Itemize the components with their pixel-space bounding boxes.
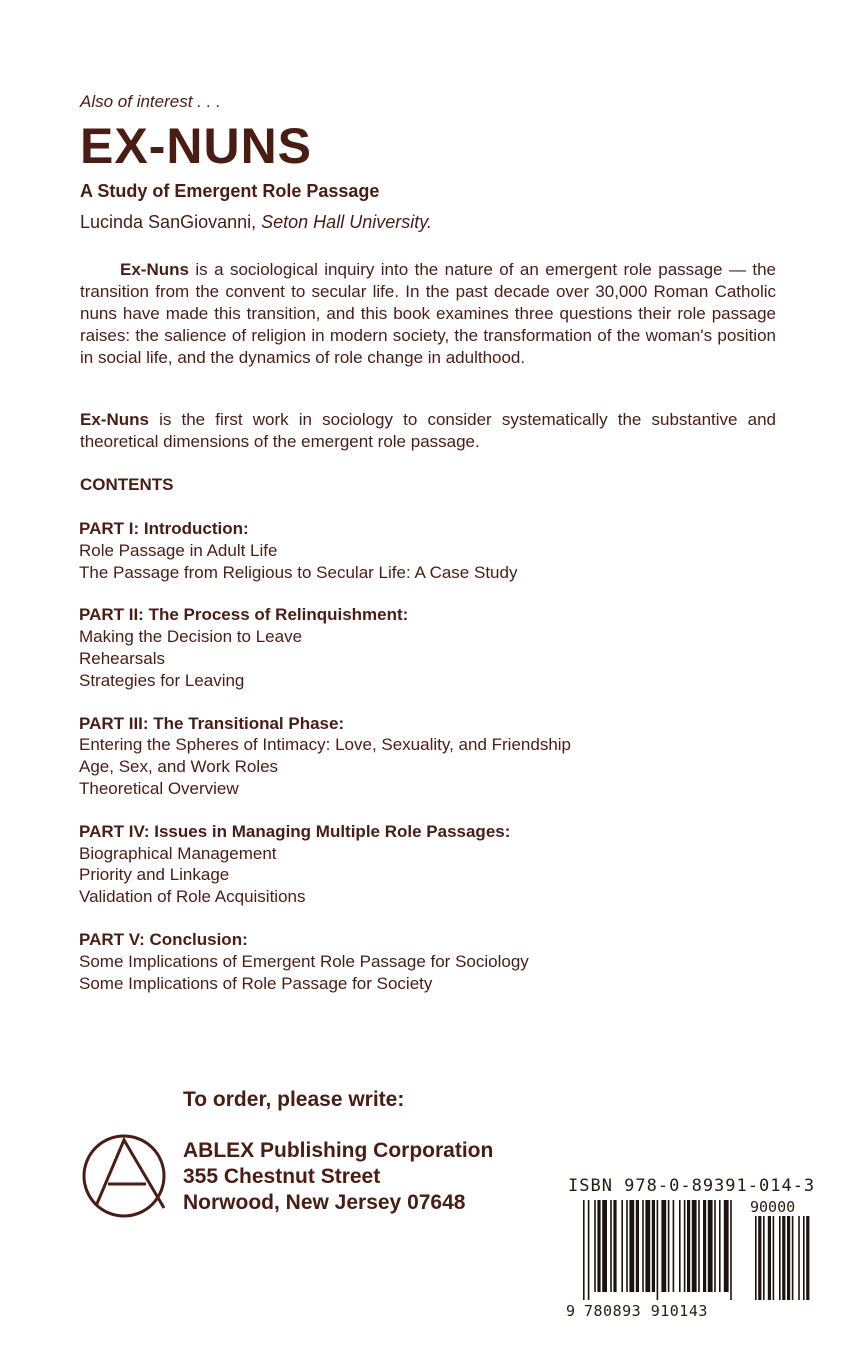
toc-item: Validation of Role Acquisitions xyxy=(79,887,306,907)
barcode-addon-bar xyxy=(806,1216,809,1300)
barcode-addon-bar xyxy=(758,1216,761,1300)
toc-part-title: PART I: Introduction: xyxy=(79,519,249,538)
barcode-addon-bar xyxy=(803,1216,805,1300)
description-paragraph-1 xyxy=(80,259,776,369)
barcode-bar xyxy=(613,1200,616,1292)
toc-item: Some Implications of Emergent Role Passage for Sociology xyxy=(79,951,529,971)
description-bold-title: Ex-Nuns xyxy=(120,260,189,279)
barcode-bar xyxy=(597,1200,600,1292)
toc-part-title: PART V: Conclusion: xyxy=(79,929,248,949)
barcode-bar xyxy=(730,1200,732,1300)
barcode-bar xyxy=(588,1200,590,1300)
barcode-bar xyxy=(708,1200,713,1292)
barcode-bar xyxy=(668,1200,670,1292)
ablex-logo-icon xyxy=(80,1134,172,1225)
toc-item: Theoretical Overview xyxy=(79,778,239,798)
description-text: is a sociological inquiry into the nature of an emergent role passage — the transition from the convent to secular life. In the past decade over 30,000 Roman Catholic nuns have made this transition, and this book examines three questions their role passage raises: the salience of religion in modern society, the transformation of the woman's position in social life, and the dynamics of role change in adulthood. xyxy=(80,260,776,367)
barcode-bar xyxy=(626,1200,628,1292)
author-name: Lucinda SanGiovanni, xyxy=(80,212,257,232)
toc-part-title: PART IV: Issues in Managing Multiple Role Passages: xyxy=(79,821,511,841)
barcode-bar xyxy=(657,1200,659,1300)
barcode-bar xyxy=(724,1200,729,1292)
barcode-addon-bar xyxy=(782,1216,785,1300)
table-of-contents xyxy=(79,518,779,1015)
barcode-bar xyxy=(679,1200,681,1292)
barcode-bar xyxy=(692,1200,697,1292)
barcode-addon-bar xyxy=(763,1216,765,1300)
barcode-bar xyxy=(652,1200,655,1292)
publisher-street: 355 Chestnut Street xyxy=(183,1165,381,1188)
author-line xyxy=(80,212,432,233)
barcode-bar xyxy=(673,1200,675,1292)
barcode-bar xyxy=(703,1200,706,1292)
toc-item: Strategies for Leaving xyxy=(79,670,245,690)
isbn-text: ISBN 978-0-89391-014-3 xyxy=(568,1176,816,1196)
barcode-addon-bar xyxy=(798,1216,800,1300)
toc-item: Rehearsals xyxy=(79,648,165,668)
barcode-bar xyxy=(684,1200,686,1292)
book-subtitle: A Study of Emergent Role Passage xyxy=(80,181,380,201)
toc-part-3 xyxy=(79,713,779,800)
barcode-bar xyxy=(583,1200,585,1300)
author-affiliation: Seton Hall University. xyxy=(261,212,432,232)
barcode-addon-bar xyxy=(792,1216,794,1300)
toc-item: Priority and Linkage xyxy=(79,865,230,885)
toc-part-4 xyxy=(79,821,779,908)
barcode-bar xyxy=(687,1200,690,1292)
barcode-addon-bar xyxy=(768,1216,771,1300)
toc-part-2 xyxy=(79,604,779,691)
barcode-addon-bar xyxy=(779,1216,781,1300)
description-paragraph-2 xyxy=(80,409,776,453)
barcode-bar xyxy=(661,1200,666,1292)
publisher-city: Norwood, New Jersey 07648 xyxy=(183,1191,466,1214)
toc-item: Entering the Spheres of Intimacy: Love, Sexuality, and Friendship xyxy=(79,735,572,755)
barcode-bar xyxy=(642,1200,644,1292)
toc-part-1 xyxy=(79,518,779,583)
barcode-digits: 780893 910143 xyxy=(584,1302,708,1320)
also-of-interest: Also of interest . . . xyxy=(80,92,221,111)
publisher-address xyxy=(183,1138,493,1216)
toc-item: Some Implications of Role Passage for Society xyxy=(79,973,433,993)
toc-item: Biographical Management xyxy=(79,843,277,863)
barcode-addon-bar xyxy=(755,1216,757,1300)
barcode-bar xyxy=(719,1200,721,1292)
barcode-bar xyxy=(610,1200,612,1292)
barcode-addon-bar xyxy=(773,1216,775,1300)
contents-heading: CONTENTS xyxy=(80,475,174,494)
toc-item: Making the Decision to Leave xyxy=(79,627,303,647)
barcode-bar xyxy=(645,1200,650,1292)
book-title: EX-NUNS xyxy=(80,118,313,174)
barcode-bar xyxy=(714,1200,716,1292)
toc-item: Role Passage in Adult Life xyxy=(79,540,278,560)
barcode-addon-bar xyxy=(787,1216,790,1300)
barcode-bar xyxy=(629,1200,634,1292)
publisher-name: ABLEX Publishing Corporation xyxy=(183,1139,494,1162)
barcode-bar xyxy=(621,1200,623,1292)
toc-part-title: PART III: The Transitional Phase: xyxy=(79,713,345,733)
barcode-bar xyxy=(636,1200,639,1292)
description-text: is the first work in sociology to consider systematically the substantive and theoretical dimensions of the emergent role passage. xyxy=(80,410,776,451)
order-heading: To order, please write: xyxy=(183,1088,405,1111)
barcode-bar xyxy=(594,1200,596,1292)
toc-item: The Passage from Religious to Secular Life: A Case Study xyxy=(79,562,518,582)
barcode-addon-number: 90000 xyxy=(750,1198,796,1216)
barcode-first-digit: 9 xyxy=(566,1302,576,1320)
description-bold-title: Ex-Nuns xyxy=(80,410,149,429)
toc-part-title: PART II: The Process of Relinquishment: xyxy=(79,605,409,625)
barcode-bar xyxy=(602,1200,607,1292)
barcode-bar xyxy=(698,1200,700,1292)
toc-part-5 xyxy=(79,929,779,994)
toc-item: Age, Sex, and Work Roles xyxy=(79,757,279,777)
